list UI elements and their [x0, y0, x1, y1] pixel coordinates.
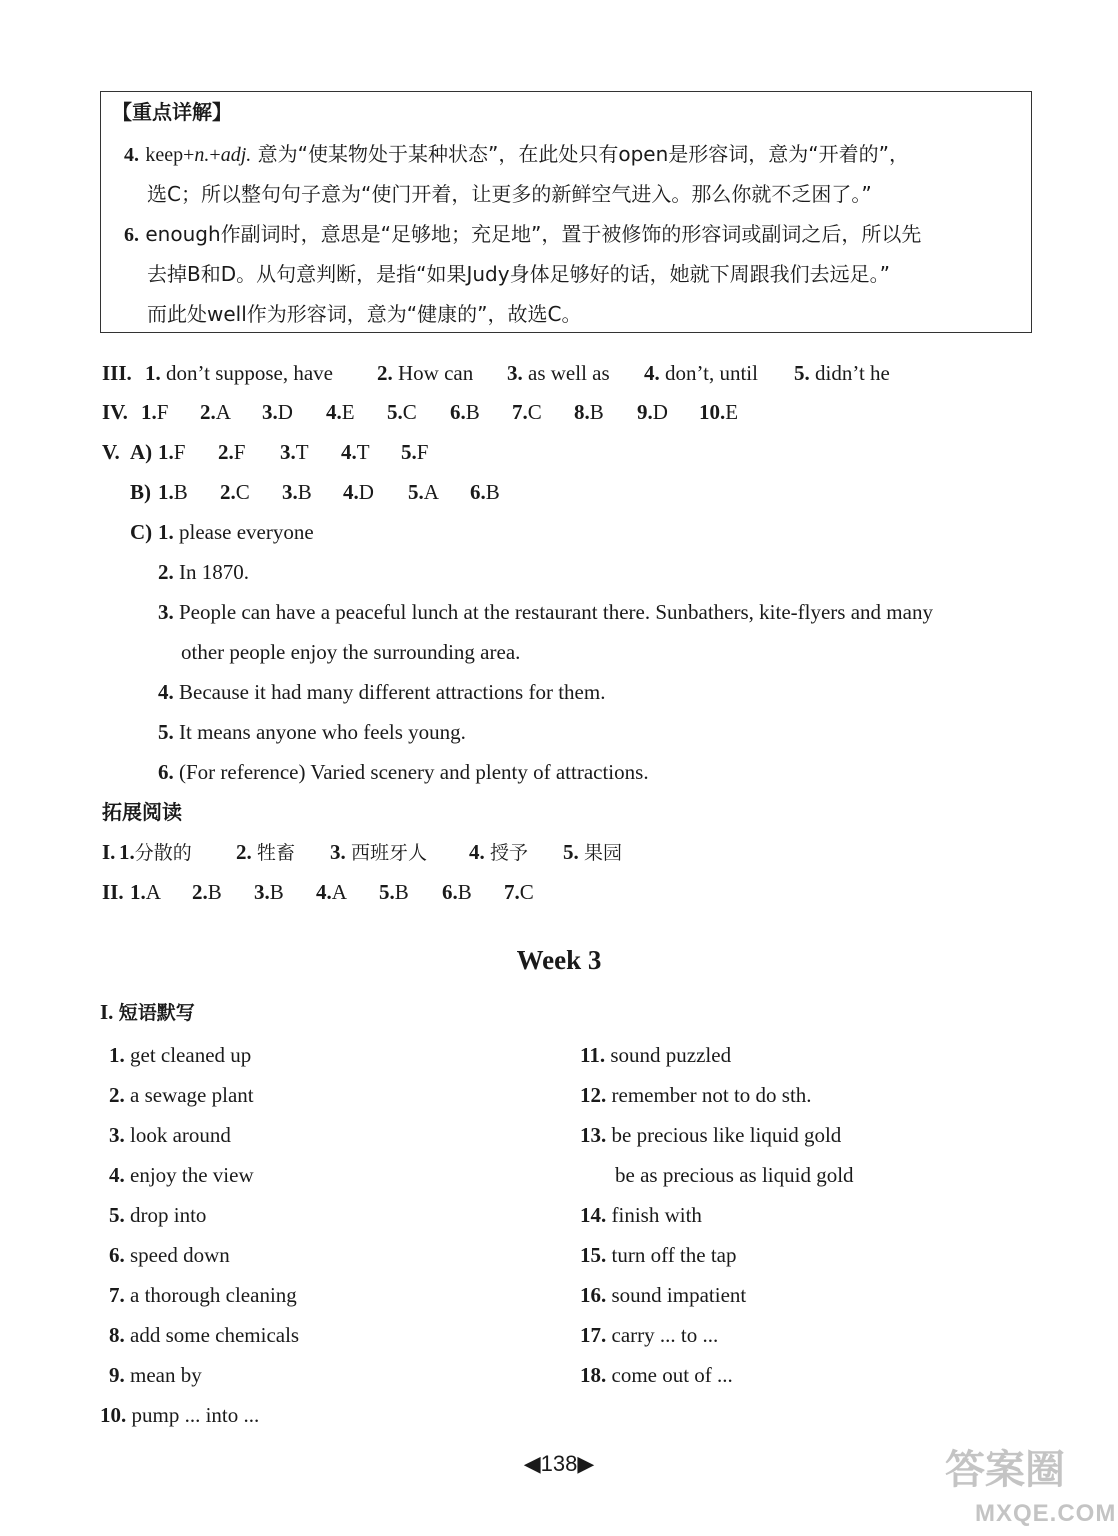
extended-ii-answer-6: 6.B	[442, 880, 472, 904]
section-v-b-answer-2: 2.C	[220, 480, 250, 504]
section-iv-answer-5: 5.C	[387, 400, 417, 424]
section-v-a-answer-2: 2.F	[218, 440, 246, 464]
watermark-url: MXQE.COM	[975, 1500, 1117, 1527]
section-iii-answer-1: 1. don’t suppose, have	[145, 361, 334, 385]
phrase-item: 9. mean by	[109, 1363, 202, 1387]
section-v-b-answer-3: 3.B	[282, 480, 312, 504]
section-iv-answer-6: 6.B	[450, 400, 480, 424]
section-iv-answer-8: 8.B	[574, 400, 604, 424]
section-iii-answer-4: 4. don’t, until	[644, 361, 758, 385]
section-v-b-answer-1: 1.B	[158, 480, 188, 504]
section-iv-answer-7: 7.C	[512, 400, 542, 424]
extended-ii-answer-7: 7.C	[504, 880, 534, 904]
extended-i-answer-1: 1.分散的	[119, 840, 192, 864]
section-v-c-answer-2: 2. In 1870.	[158, 560, 249, 584]
phrase-item: 17. carry ... to ...	[580, 1323, 719, 1347]
section-v-b-answer-6: 6.B	[470, 480, 500, 504]
watermark-logo: 答案圈	[945, 1447, 1065, 1493]
phrase-item: 13. be precious like liquid gold	[580, 1123, 842, 1147]
section-v-a-label: A)	[130, 440, 153, 464]
extended-i-answer-5: 5. 果园	[563, 840, 623, 864]
extended-ii-label: II.	[102, 880, 124, 904]
note-item-4-line-2: 选C；所以整句句子意为“使门开着，让更多的新鲜空气进入。那么你就不乏困了。”	[147, 182, 872, 206]
phrase-item: 10. pump ... into ...	[100, 1403, 260, 1427]
section-iv-answer-4: 4.E	[326, 400, 355, 424]
section-iv-label: IV.	[102, 400, 128, 424]
note-item-6-line-3: 而此处well作为形容词，意为“健康的”，故选C。	[147, 302, 582, 326]
phrase-item: 16. sound impatient	[580, 1283, 747, 1307]
page-number: ◀138▶	[523, 1451, 595, 1476]
section-iv-answer-1: 1.F	[141, 400, 169, 424]
week-title: Week 3	[516, 945, 602, 975]
note-item-6-line-2: 去掉B和D。从句意判断，是指“如果Judy身体足够好的话，她就下周跟我们去远足。”	[147, 262, 890, 286]
note-item-4-line-1: 4. keep+n.+adj. 意为“使某物处于某种状态”，在此处只有open是形容词，意为“开着的”，	[124, 142, 909, 166]
phrase-item: 12. remember not to do sth.	[580, 1083, 812, 1107]
note-item-6-line-1: 6. enough作副词时，意思是“足够地；充足地”，置于被修饰的形容词或副词之后，所以先	[124, 222, 922, 246]
phrase-item: 14. finish with	[580, 1203, 702, 1227]
note-heading: 【重点详解】	[112, 100, 232, 124]
extended-ii-answer-5: 5.B	[379, 880, 409, 904]
section-iv-answer-2: 2.A	[200, 400, 231, 424]
phrase-item: 11. sound puzzled	[580, 1043, 732, 1067]
section-iii-answer-5: 5. didn’t he	[794, 361, 890, 385]
section-v-c-answer-3-cont: other people enjoy the surrounding area.	[181, 640, 521, 664]
section-iii-answer-3: 3. as well as	[507, 361, 610, 385]
phrase-item: be as precious as liquid gold	[615, 1163, 854, 1187]
phrase-item: 18. come out of ...	[580, 1363, 733, 1387]
section-iv-answer-9: 9.D	[637, 400, 668, 424]
section-v-c-answer-5: 5. It means anyone who feels young.	[158, 720, 466, 744]
section-iii-answer-2: 2. How can	[377, 361, 474, 385]
phrase-item: 7. a thorough cleaning	[109, 1283, 297, 1307]
extended-reading-heading: 拓展阅读	[102, 800, 182, 824]
section-iv-answer-3: 3.D	[262, 400, 293, 424]
section-iii-label: III.	[102, 361, 132, 385]
key-points-box	[100, 91, 1032, 333]
section-v-c-answer-6: 6. (For reference) Varied scenery and plenty of attractions.	[158, 760, 649, 784]
phrase-item: 6. speed down	[109, 1243, 230, 1267]
extended-i-answer-4: 4. 授予	[469, 840, 529, 864]
section-v-a-answer-4: 4.T	[341, 440, 370, 464]
section-v-b-label: B)	[130, 480, 151, 504]
phrase-item: 8. add some chemicals	[109, 1323, 300, 1347]
extended-ii-answer-3: 3.B	[254, 880, 284, 904]
phrase-item: 1. get cleaned up	[109, 1043, 252, 1067]
phrase-section-heading: I. 短语默写	[100, 1000, 195, 1024]
section-v-c-answer-4: 4. Because it had many different attractions for them.	[158, 680, 606, 704]
phrase-item: 3. look around	[109, 1123, 231, 1147]
section-v-c-answer-1: 1. please everyone	[158, 520, 314, 544]
extended-ii-answer-2: 2.B	[192, 880, 222, 904]
extended-i-label: I.	[102, 840, 116, 864]
section-v-c-label: C)	[130, 520, 153, 544]
extended-i-answer-3: 3. 西班牙人	[330, 840, 428, 864]
extended-ii-answer-1: 1.A	[130, 880, 161, 904]
section-v-b-answer-5: 5.A	[408, 480, 439, 504]
section-v-b-answer-4: 4.D	[343, 480, 374, 504]
section-v-label: V.	[102, 440, 120, 464]
phrase-item: 15. turn off the tap	[580, 1243, 737, 1267]
section-v-c-answer-3: 3. People can have a peaceful lunch at the restaurant there. Sunbathers, kite-flyers and many	[158, 600, 933, 624]
phrase-item: 4. enjoy the view	[109, 1163, 254, 1187]
section-v-a-answer-5: 5.F	[401, 440, 429, 464]
phrase-item: 5. drop into	[109, 1203, 207, 1227]
section-v-a-answer-3: 3.T	[280, 440, 309, 464]
section-iv-answer-10: 10.E	[699, 400, 739, 424]
extended-i-answer-2: 2. 牲畜	[236, 840, 296, 864]
extended-ii-answer-4: 4.A	[316, 880, 347, 904]
section-v-a-answer-1: 1.F	[158, 440, 186, 464]
phrase-item: 2. a sewage plant	[109, 1083, 254, 1107]
